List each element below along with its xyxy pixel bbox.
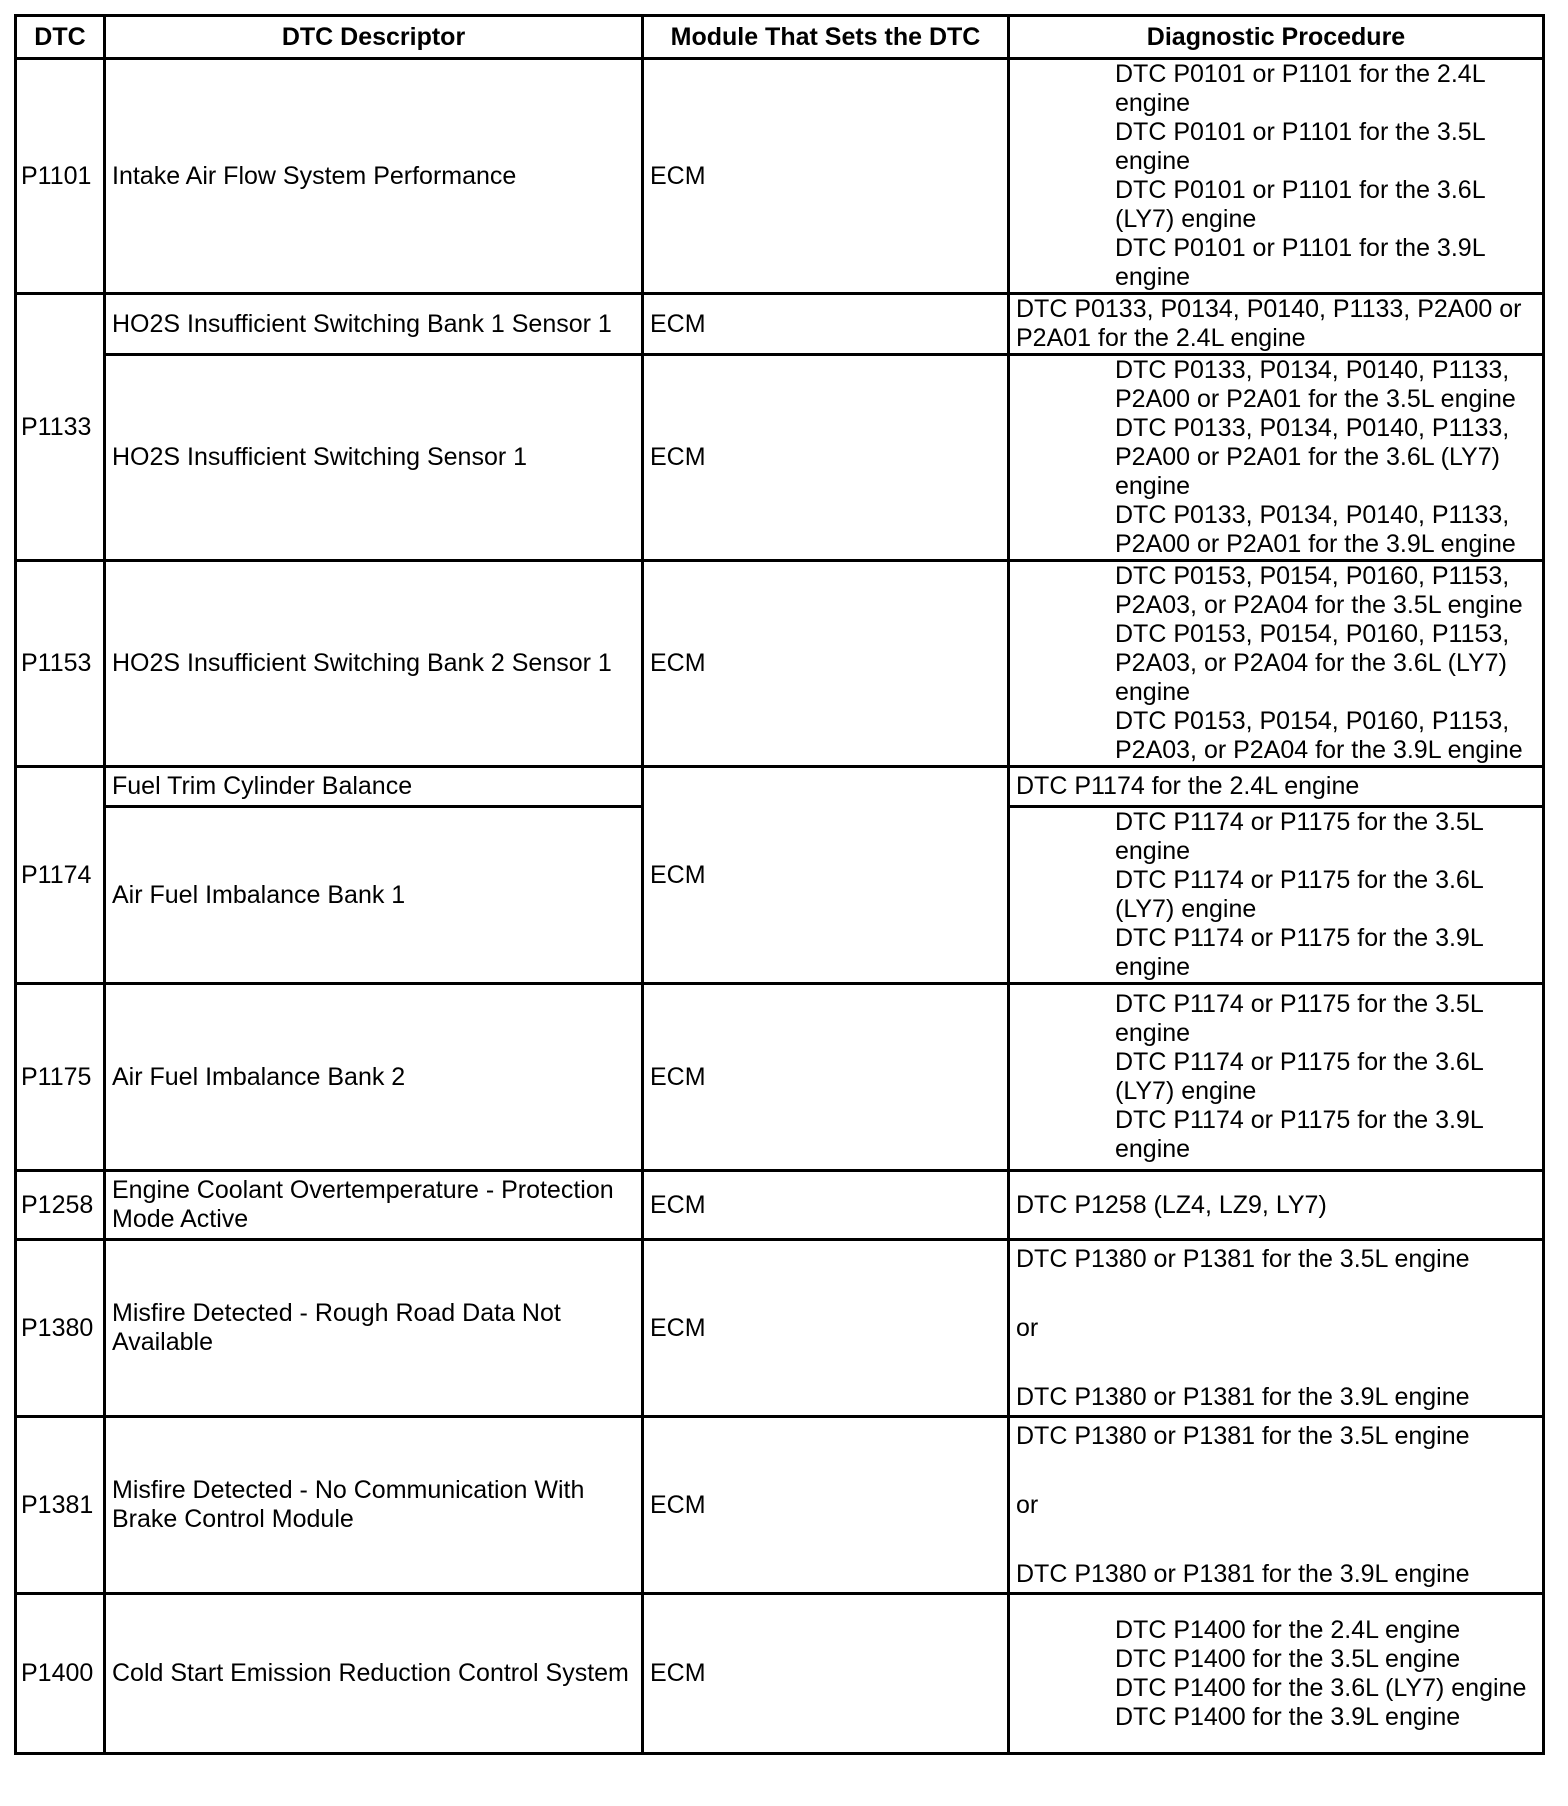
procedure-link[interactable]: DTC P1174 or P1175 for the 3.9L engine: [1115, 924, 1483, 981]
module-name: ECM: [643, 1171, 1009, 1240]
procedure-link[interactable]: DTC P0133, P0134, P0140, P1133, P2A00 or P2A01 for the 3.5L engine: [1115, 356, 1516, 413]
module-name: ECM: [643, 1417, 1009, 1594]
table-row: [16, 984, 1544, 1171]
procedure-link[interactable]: DTC P0101 or P1101 for the 3.6L (LY7) engine: [1115, 176, 1485, 233]
header-procedure: Diagnostic Procedure: [1009, 16, 1544, 59]
procedure-link[interactable]: DTC P0101 or P1101 for the 3.9L engine: [1115, 234, 1485, 291]
header-row: [16, 16, 1544, 59]
module-name: ECM: [643, 1594, 1009, 1754]
table-row: [16, 561, 1544, 767]
dtc-descriptor: Air Fuel Imbalance Bank 1: [105, 807, 643, 984]
dtc-descriptor: Misfire Detected - No Communication With Brake Control Module: [105, 1417, 643, 1594]
procedure-or-text: or: [1016, 1490, 1039, 1519]
dtc-descriptor: Misfire Detected - Rough Road Data Not Available: [105, 1240, 643, 1417]
procedure-link[interactable]: DTC P1174 or P1175 for the 3.5L engine: [1115, 808, 1483, 865]
diagnostic-procedure: [1009, 355, 1544, 561]
dtc-code: P1174: [16, 767, 105, 984]
dtc-descriptor: Air Fuel Imbalance Bank 2: [105, 984, 643, 1171]
procedure-link[interactable]: DTC P1258 (LZ4, LZ9, LY7): [1016, 1190, 1327, 1219]
module-name: ECM: [643, 355, 1009, 561]
procedure-link[interactable]: DTC P1380 or P1381 for the 3.5L engine: [1016, 1244, 1470, 1273]
table-row: [16, 1171, 1544, 1240]
procedure-link[interactable]: DTC P0133, P0134, P0140, P1133, P2A00 or P2A01 for the 2.4L engine: [1016, 295, 1522, 352]
table-row: [16, 1417, 1544, 1594]
module-name: ECM: [643, 1240, 1009, 1417]
dtc-code: P1133: [16, 294, 105, 561]
dtc-descriptor: HO2S Insufficient Switching Bank 1 Sensor 1: [105, 294, 643, 355]
dtc-code: P1175: [16, 984, 105, 1171]
procedure-link[interactable]: DTC P1174 or P1175 for the 3.6L (LY7) engine: [1115, 1048, 1483, 1105]
module-name: ECM: [643, 59, 1009, 294]
procedure-link[interactable]: DTC P1174 for the 2.4L engine: [1016, 772, 1360, 800]
diagnostic-procedure: [1009, 807, 1544, 984]
diagnostic-procedure: [1009, 984, 1544, 1171]
table-row: [16, 355, 1544, 561]
table-row: [16, 1240, 1544, 1417]
procedure-link[interactable]: DTC P0153, P0154, P0160, P1153, P2A03, or P2A04 for the 3.6L (LY7) engine: [1115, 620, 1510, 706]
procedure-link[interactable]: DTC P0101 or P1101 for the 2.4L engine: [1115, 60, 1485, 117]
procedure-link[interactable]: DTC P1380 or P1381 for the 3.9L engine: [1016, 1382, 1470, 1411]
diagnostic-procedure: [1009, 59, 1544, 294]
dtc-descriptor: HO2S Insufficient Switching Sensor 1: [105, 355, 643, 561]
module-name: ECM: [643, 767, 1009, 984]
procedure-or-text: or: [1016, 1313, 1039, 1342]
diagnostic-procedure: [1009, 294, 1544, 355]
procedure-link[interactable]: DTC P1400 for the 3.9L engine: [1115, 1702, 1461, 1731]
table-row: [16, 294, 1544, 355]
dtc-code: P1101: [16, 59, 105, 294]
dtc-descriptor: Intake Air Flow System Performance: [105, 59, 643, 294]
procedure-link[interactable]: DTC P1400 for the 3.5L engine: [1115, 1644, 1461, 1673]
table-row: [16, 767, 1544, 807]
procedure-link[interactable]: DTC P0153, P0154, P0160, P1153, P2A03, or P2A04 for the 3.5L engine: [1115, 562, 1523, 619]
dtc-descriptor: Cold Start Emission Reduction Control System: [105, 1594, 643, 1754]
procedure-link[interactable]: DTC P0133, P0134, P0140, P1133, P2A00 or P2A01 for the 3.9L engine: [1115, 501, 1516, 558]
dtc-descriptor: HO2S Insufficient Switching Bank 2 Sensor 1: [105, 561, 643, 767]
diagnostic-procedure: [1009, 767, 1544, 807]
procedure-link[interactable]: DTC P0133, P0134, P0140, P1133, P2A00 or P2A01 for the 3.6L (LY7) engine: [1115, 414, 1510, 500]
diagnostic-procedure: [1009, 1417, 1544, 1594]
dtc-descriptor: Engine Coolant Overtemperature - Protection Mode Active: [105, 1171, 643, 1240]
table-row: [16, 1594, 1544, 1754]
procedure-link[interactable]: DTC P1380 or P1381 for the 3.5L engine: [1016, 1421, 1470, 1450]
procedure-link[interactable]: DTC P1400 for the 3.6L (LY7) engine: [1115, 1673, 1527, 1702]
table-row: [16, 59, 1544, 294]
dtc-descriptor: Fuel Trim Cylinder Balance: [105, 767, 643, 807]
dtc-code: P1381: [16, 1417, 105, 1594]
diagnostic-procedure: [1009, 561, 1544, 767]
procedure-link[interactable]: DTC P1380 or P1381 for the 3.9L engine: [1016, 1559, 1470, 1588]
procedure-link[interactable]: DTC P1174 or P1175 for the 3.5L engine: [1115, 990, 1483, 1047]
module-name: ECM: [643, 984, 1009, 1171]
procedure-link[interactable]: DTC P1400 for the 2.4L engine: [1115, 1615, 1461, 1644]
header-module: Module That Sets the DTC: [643, 16, 1009, 59]
dtc-code: P1258: [16, 1171, 105, 1240]
dtc-code: P1380: [16, 1240, 105, 1417]
procedure-link[interactable]: DTC P0101 or P1101 for the 3.5L engine: [1115, 118, 1485, 175]
procedure-link[interactable]: DTC P1174 or P1175 for the 3.9L engine: [1115, 1106, 1483, 1163]
module-name: ECM: [643, 561, 1009, 767]
procedure-link[interactable]: DTC P0153, P0154, P0160, P1153, P2A03, or P2A04 for the 3.9L engine: [1115, 707, 1523, 764]
dtc-table: [14, 14, 1545, 1755]
diagnostic-procedure: [1009, 1594, 1544, 1754]
module-name: ECM: [643, 294, 1009, 355]
diagnostic-procedure: [1009, 1171, 1544, 1240]
procedure-link[interactable]: DTC P1174 or P1175 for the 3.6L (LY7) engine: [1115, 866, 1483, 923]
diagnostic-procedure: [1009, 1240, 1544, 1417]
dtc-code: P1400: [16, 1594, 105, 1754]
header-dtc: DTC: [16, 16, 105, 59]
header-descriptor: DTC Descriptor: [105, 16, 643, 59]
dtc-code: P1153: [16, 561, 105, 767]
